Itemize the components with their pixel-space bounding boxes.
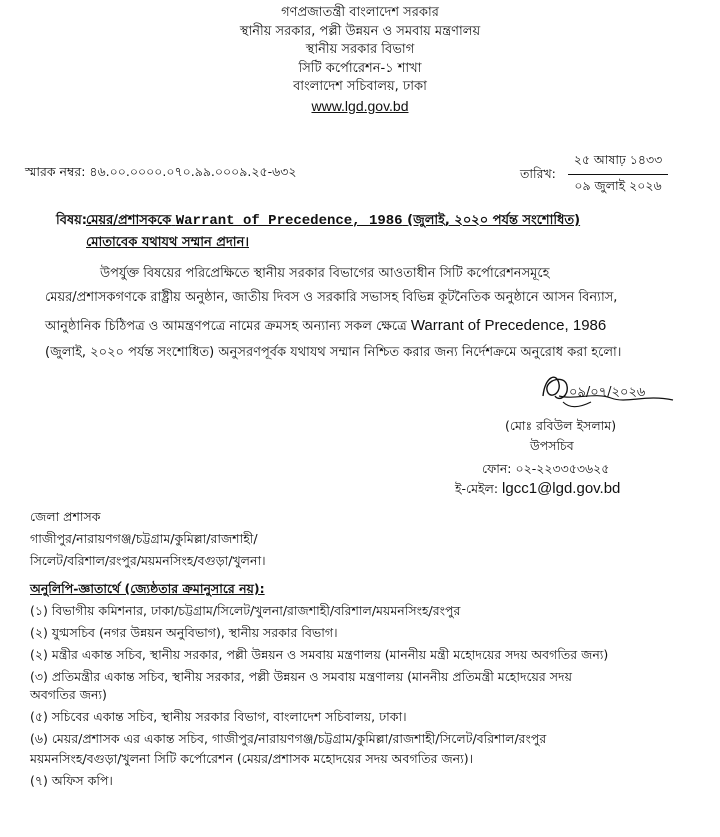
subject-part-a: মেয়র/প্রশাসককে [86,213,172,228]
govt-title: গণপ্রজাতন্ত্রী বাংলাদেশ সরকার [281,5,439,20]
recipient-title: জেলা প্রশাসক [30,509,101,524]
subject-warrant: Warrant of Precedence, 1986 [175,213,403,229]
list-item: ময়মনসিংহ/বগুড়া/খুলনা সিটি কর্পোরেশন (মেয়র/প্রশাসক মহোদয়ের সদয় অবগতির জন্য)। [30,751,474,766]
date-gregorian: ০৯ জুলাই ২০২৬ [574,178,662,193]
body-line: (জুলাই, ২০২০ পর্যন্ত সংশোধিত) অনুসরণপূর্বক যথাযথ সম্মান নিশ্চিত করার জন্য নির্দেশক্রমে অনুরোধ করা হলো। [45,345,622,360]
recipient-districts-1: গাজীপুর/নারায়ণগঞ্জ/চট্টগ্রাম/কুমিল্লা/রাজশাহী/ [30,531,258,546]
date-divider [568,174,668,175]
letterhead [180,4,540,115]
signatory-designation: উপসচিব [530,438,574,453]
memo-number: স্মারক নম্বর: ৪৬.০০.০০০০.০৭০.৯৯.০০০৯.২৫-৬৩২ [25,164,297,179]
list-item: (২) মন্ত্রীর একান্ত সচিব, স্থানীয় সরকার, পল্লী উন্নয়ন ও সমবায় মন্ত্রণালয় (মাননীয় মন্ত্রী মহোদয়ের সদয় অবগতির জন্য) [30,647,609,662]
signature-image [535,366,685,416]
list-item: (৩) প্রতিমন্ত্রীর একান্ত সচিব, স্থানীয় সরকার, পল্লী উন্নয়ন ও সমবায় মন্ত্রণালয় (মাননীয় প্রতিমন্ত্রী মহোদয়ের সদয় [30,669,572,684]
signatory-phone: ফোন: ০২-২২৩৩৫৩৬২৫ [482,461,610,476]
date-label: তারিখ: [520,166,556,181]
subject-label: বিষয়: [56,213,87,228]
branch-name: সিটি কর্পোরেশন-১ শাখা [298,60,422,76]
body-line-3a: আনুষ্ঠানিক চিঠিপত্র ও আমন্ত্রণপত্রে নামের ক্রমসহ অন্যান্য সকল ক্ষেত্রে [45,319,407,334]
svg-text:০৯/০৭/২০২৬: ০৯/০৭/২০২৬ [569,385,646,400]
list-item: (৬) মেয়র/প্রশাসক এর একান্ত সচিব, গাজীপুর/নারায়ণগঞ্জ/চট্টগ্রাম/কুমিল্লা/রাজশাহী/সিলেট/বরিশাল/রংপুর [30,731,547,746]
list-item: অবগতির জন্য) [30,687,107,702]
email-label: ই-মেইল: [455,481,499,496]
list-item: (৫) সচিবের একান্ত সচিব, স্থানীয় সরকার বিভাগ, বাংলাদেশ সচিবালয়, ঢাকা। [30,709,407,724]
date-block [568,152,668,198]
body-line: মেয়র/প্রশাসকগণকে রাষ্ট্রীয় অনুষ্ঠান, জাতীয় দিবস ও সরকারি সভাসহ বিভিন্ন কূটনৈতিক অনুষ্ঠানে আসন বিন্যাস, [45,290,618,305]
list-item: (২) যুগ্মসচিব (নগর উন্নয়ন অনুবিভাগ), স্থানীয় সরকার বিভাগ। [30,625,338,640]
body-line: উপর্যুক্ত বিষয়ের পরিপ্রেক্ষিতে স্থানীয় সরকার বিভাগের আওতাধীন সিটি কর্পোরেশনসমূহে [100,266,550,281]
list-item: (১) বিভাগীয় কমিশনার, ঢাকা/চট্টগ্রাম/সিলেট/খুলনা/রাজশাহী/বরিশাল/ময়মনসিংহ/রংপুর [30,603,461,618]
copies-title: অনুলিপি-জ্ঞাতার্থে (জ্যেষ্ঠতার ক্রমানুসারে নয়): [30,581,265,596]
body-line [45,317,606,338]
signatory-email-row [455,479,620,499]
ministry-name: স্থানীয় সরকার, পল্লী উন্নয়ন ও সমবায় মন্ত্রণালয় [239,23,481,39]
date-bangla: ২৫ আষাঢ় ১৪৩৩ [573,152,663,167]
email-link[interactable]: lgcc1@lgd.gov.bd [502,480,621,497]
subject-line-2: মোতাবেক যথাযথ সম্মান প্রদান। [86,235,249,250]
division-name: স্থানীয় সরকার বিভাগ [305,42,415,57]
signatory-name: (মোঃ রবিউল ইসলাম) [505,418,617,433]
subject-part-c: (জুলাই, ২০২০ পর্যন্ত সংশোধিত) [407,213,581,228]
body-warrant: Warrant of Precedence, 1986 [410,317,607,334]
list-item: (৭) অফিস কপি। [30,773,113,788]
subject-line-1 [86,210,580,232]
recipient-block [30,506,266,572]
office-address: বাংলাদেশ সচিবালয়, ঢাকা [293,79,427,94]
recipient-districts-2: সিলেট/বরিশাল/রংপুর/ময়মনসিংহ/বগুড়া/খুলনা। [30,553,266,568]
website-link[interactable]: www.lgd.gov.bd [311,97,409,114]
